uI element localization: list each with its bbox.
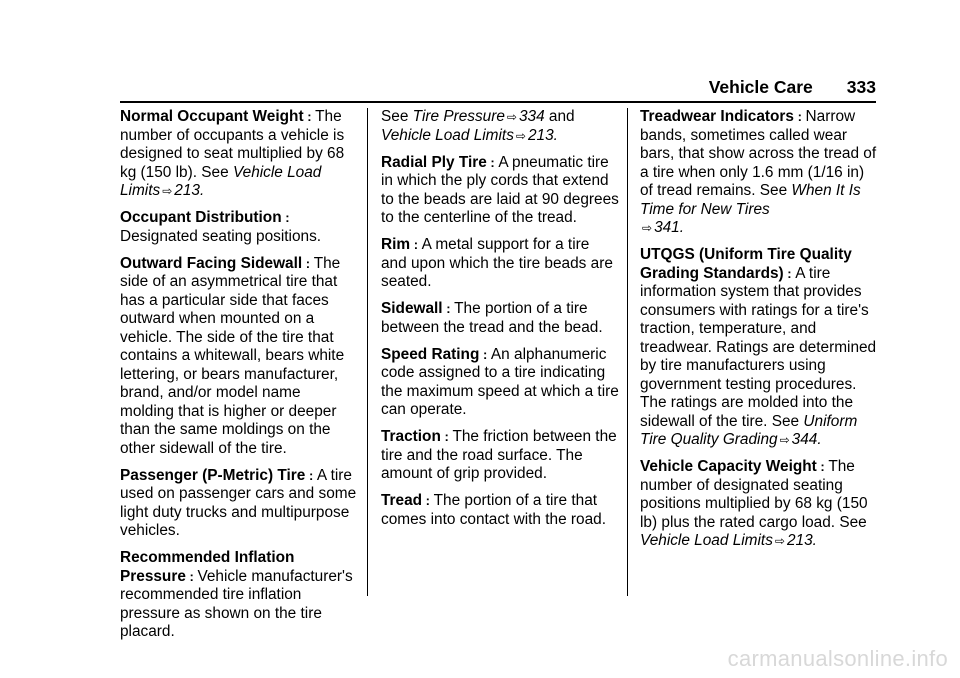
entry-text: A tire used on passenger cars and some light duty trucks and multipurpose vehicles.	[120, 466, 357, 539]
entry-tread: Tread : The portion of a tire that comes into contact with the road.	[381, 492, 606, 528]
page-ref-number[interactable]: 213	[786, 532, 813, 549]
cross-reference-link[interactable]: Vehicle Load Limits	[381, 126, 514, 144]
page-ref-arrow-icon: ⇨	[779, 433, 790, 447]
entry-term: Traction	[381, 428, 441, 445]
page-ref-arrow-icon: ⇨	[506, 110, 517, 124]
section-title: Vehicle Care	[708, 77, 813, 97]
entry-text: The portion of a tire between the tread and the bead.	[381, 300, 603, 336]
page-ref-number[interactable]: 334	[518, 108, 545, 125]
entry-text: An alphanumeric code assigned to a tire indicating the maximum speed at which a tire can operate.	[381, 345, 619, 418]
entry-term: UTQGS (Uniform Tire Quality Grading Standards)	[640, 246, 852, 282]
cross-reference-link[interactable]: Tire Pressure	[412, 108, 505, 125]
column-1	[120, 108, 358, 650]
column-divider-2	[627, 108, 628, 596]
page-ref-arrow-icon: ⇨	[162, 184, 173, 198]
entry-recommended-inflation-pressure: Recommended Inflation Pressure : Vehicle manufacturer's recommended tire inflation pressure as shown on the tire placard.	[120, 549, 353, 640]
entry-term: Vehicle Capacity Weight	[640, 458, 817, 475]
entry-text: Designated seating positions.	[120, 227, 322, 245]
entry-text: The friction between the tire and the road surface. The amount of grip provided.	[381, 428, 617, 482]
page-ref-arrow-icon: ⇨	[774, 534, 785, 548]
see-label: See	[381, 108, 413, 125]
header-rule	[120, 101, 876, 103]
entry-text: Vehicle manufacturer's recommended tire inflation pressure as shown on the tire placard.	[120, 567, 353, 640]
cross-reference-link[interactable]: When It Is Time for New Tires	[640, 182, 861, 218]
entry-vehicle-capacity-weight: Vehicle Capacity Weight : The number of designated seating positions multiplied by 68 kg (150 lb) plus the rated cargo load. See Vehicle Load Limits ⇨ 213.	[640, 458, 868, 549]
page-ref-number[interactable]: 341	[654, 219, 680, 236]
page-ref-number[interactable]: 213	[527, 126, 554, 144]
entry-text: A tire information system that provides consumers with ratings for a tire's traction, temperature, and treadwear. Ratings are determined by tire manufacturers using government testing procedures. The ratings are molded into the sidewall of the tire. See	[640, 264, 877, 430]
column-2	[381, 108, 619, 538]
entry-term: Sidewall	[381, 300, 443, 317]
page-ref-number[interactable]: 344	[791, 431, 818, 448]
entry-term: Passenger (P-Metric) Tire	[120, 466, 306, 484]
entry-outward-facing-sidewall: Outward Facing Sidewall : The side of an asymmetrical tire that has a particular side that faces outward when mounted on a vehicle. The side of the tire that contains a whitewall, bears white lettering, or bears manufacturer, brand, and/or model name molding that is higher or deeper than the same moldings on the other sidewall of the tire.	[120, 254, 345, 457]
entry-text: A pneumatic tire in which the ply cords that extend to the beads are laid at 90 degrees to the centerline of the tread.	[381, 153, 619, 226]
entry-term: Radial Ply Tire	[381, 153, 487, 171]
cross-reference-link[interactable]: Vehicle Load Limits	[640, 532, 773, 549]
entry-speed-rating: Speed Rating : An alphanumeric code assigned to a tire indicating the maximum speed at which a tire can operate.	[381, 345, 619, 418]
entry-text: The number of occupants a vehicle is designed to seat multiplied by 68 kg (150 lb). See	[120, 108, 345, 181]
entry-text: Narrow bands, sometimes called wear bars, that show across the tread of a tire when only 1.6 mm (1/16 in) of tread remains. See	[640, 108, 877, 199]
entry-term: Rim	[381, 236, 411, 253]
and-label: and	[544, 108, 575, 125]
cross-reference-link[interactable]: Uniform Tire Quality Grading	[640, 412, 858, 448]
entry-occupant-distribution: Occupant Distribution : Designated seating positions.	[120, 209, 322, 245]
page-number: 333	[846, 77, 876, 97]
page-header	[120, 72, 876, 98]
entry-term: Outward Facing Sidewall	[120, 254, 303, 272]
entry-normal-occupant-weight: Normal Occupant Weight : The number of occupants a vehicle is designed to seat multiplied by 68 kg (150 lb). See Vehicle Load Limits ⇨ 213.	[120, 108, 345, 199]
page-ref-arrow-icon: ⇨	[642, 221, 653, 235]
entry-traction: Traction : The friction between the tire and the road surface. The amount of grip provided.	[381, 428, 617, 482]
entry-utqgs: UTQGS (Uniform Tire Quality Grading Standards) : A tire information system that provides consumers with ratings for a tire's traction, temperature, and treadwear. Ratings are determined by tire manufacturers using government testing procedures. The ratings are molded into the sidewall of the tire. See Uniform Tire Quality Grading ⇨ 344.	[640, 246, 877, 448]
entry-term: Treadwear Indicators	[640, 108, 794, 125]
watermark-text: carmanualsonline.info	[727, 646, 948, 671]
entry-sidewall: Sidewall : The portion of a tire between the tread and the bead.	[381, 300, 603, 336]
page-ref-number[interactable]: 213	[174, 182, 200, 199]
entry-term: Normal Occupant Weight	[120, 108, 304, 125]
page-ref-arrow-icon: ⇨	[515, 128, 526, 143]
entry-text: The portion of a tire that comes into contact with the road.	[381, 492, 606, 528]
entry-text: The side of an asymmetrical tire that has a particular side that faces outward when mounted on a vehicle. The side of the tire that contains a whitewall, bears white lettering, or bears manufacturer, brand, and/or model name molding that is higher or deeper than the same moldings on the other sidewall of the tire.	[120, 254, 345, 457]
entry-rim: Rim : A metal support for a tire and upon which the tire beads are seated.	[381, 236, 613, 290]
entry-recommended-inflation-see: See Tire Pressure ⇨ 334 and Vehicle Load Limits ⇨ 213.	[381, 108, 575, 144]
column-3	[640, 108, 878, 559]
column-divider-1	[367, 108, 368, 596]
entry-treadwear-indicators: Treadwear Indicators : Narrow bands, sometimes called wear bars, that show across the tread of a tire when only 1.6 mm (1/16 in) of tread remains. See When It Is Time for New Tires ⇨ 341.	[640, 108, 877, 236]
entry-text: The number of designated seating positions multiplied by 68 kg (150 lb) plus the rated cargo load. See	[640, 458, 868, 531]
entry-term: Occupant Distribution	[120, 209, 282, 226]
entry-term: Speed Rating	[381, 345, 480, 363]
entry-text: A metal support for a tire and upon which the tire beads are seated.	[381, 236, 613, 290]
entry-radial-ply-tire: Radial Ply Tire : A pneumatic tire in which the ply cords that extend to the beads are laid at 90 degrees to the centerline of the tread.	[381, 153, 619, 226]
cross-reference-link[interactable]: Vehicle Load Limits	[120, 163, 322, 199]
entry-term: Recommended Inflation Pressure	[120, 549, 295, 585]
entry-passenger-tire: Passenger (P-Metric) Tire : A tire used on passenger cars and some light duty trucks and multipurpose vehicles.	[120, 466, 357, 539]
entry-term: Tread	[381, 492, 423, 509]
